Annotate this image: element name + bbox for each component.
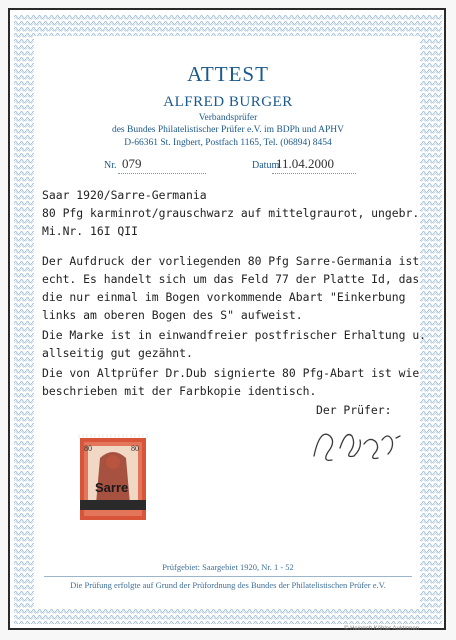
body-line: Die Marke ist in einwandfreier postfrischer Erhaltung u.: [42, 328, 427, 342]
body-line: allseitig gut gezähnt.: [42, 346, 193, 360]
stamp-overprint: Sarre: [95, 480, 129, 495]
certificate-date: 11.04.2000: [276, 156, 335, 171]
body-line: die nur einmal im Bogen vorkommende Abart "Einkerbung: [42, 290, 406, 304]
test-regulation-note: Die Prüfung erfolgte auf Grund der Prüfordnung des Bundes der Philatelistischen Prüfer e.V.: [70, 580, 386, 590]
expert-address: D-66361 St. Ingbert, Postfach 1165, Tel. (06894) 8454: [124, 138, 332, 148]
certificate-number-label: Nr.: [104, 160, 117, 171]
body-line: beschrieben mit der Farbkopie identisch.: [42, 384, 317, 398]
examiner-signature: [306, 418, 406, 474]
body-line: 80 Pfg karminrot/grauschwarz auf mittelgraurot, ungebr.: [42, 206, 420, 220]
test-area: Prüfgebiet: Saargebiet 1920, Nr. 1 - 52: [162, 562, 294, 572]
stamp-value-right: 80: [131, 444, 139, 453]
body-line: Die von Altprüfer Dr.Dub signierte 80 Pfg-Abart ist wie: [42, 366, 420, 380]
certificate-number-line: [118, 173, 206, 174]
expert-role: Verbandsprüfer: [198, 113, 258, 123]
expert-association: des Bundes Philatelistischer Prüfer e.V. im BDPh und APHV: [111, 125, 345, 135]
certificate-number: 079: [122, 156, 142, 171]
footer-rule: [44, 576, 412, 577]
body-line: links am oberen Bogen des S" aufweist.: [42, 308, 303, 322]
copyright: © Heinrich Köhler Auktionen: [344, 626, 420, 632]
stamp-value-left: 80: [84, 444, 92, 453]
body-line: Saar 1920/Sarre-Germania: [42, 188, 207, 202]
examiner-label: Der Prüfer:: [316, 403, 392, 417]
body-line: echt. Es handelt sich um das Feld 77 der Platte Id, das: [42, 272, 420, 286]
certificate-title: ATTEST: [187, 62, 269, 86]
stamp-image: [76, 434, 150, 524]
body-line: Mi.Nr. 16I QII: [42, 224, 139, 238]
date-label: Datum: [252, 160, 280, 171]
date-line: [272, 173, 356, 174]
expert-name: ALFRED BURGER: [163, 94, 293, 110]
body-line: Der Aufdruck der vorliegenden 80 Pfg Sarre-Germania ist: [42, 254, 420, 268]
